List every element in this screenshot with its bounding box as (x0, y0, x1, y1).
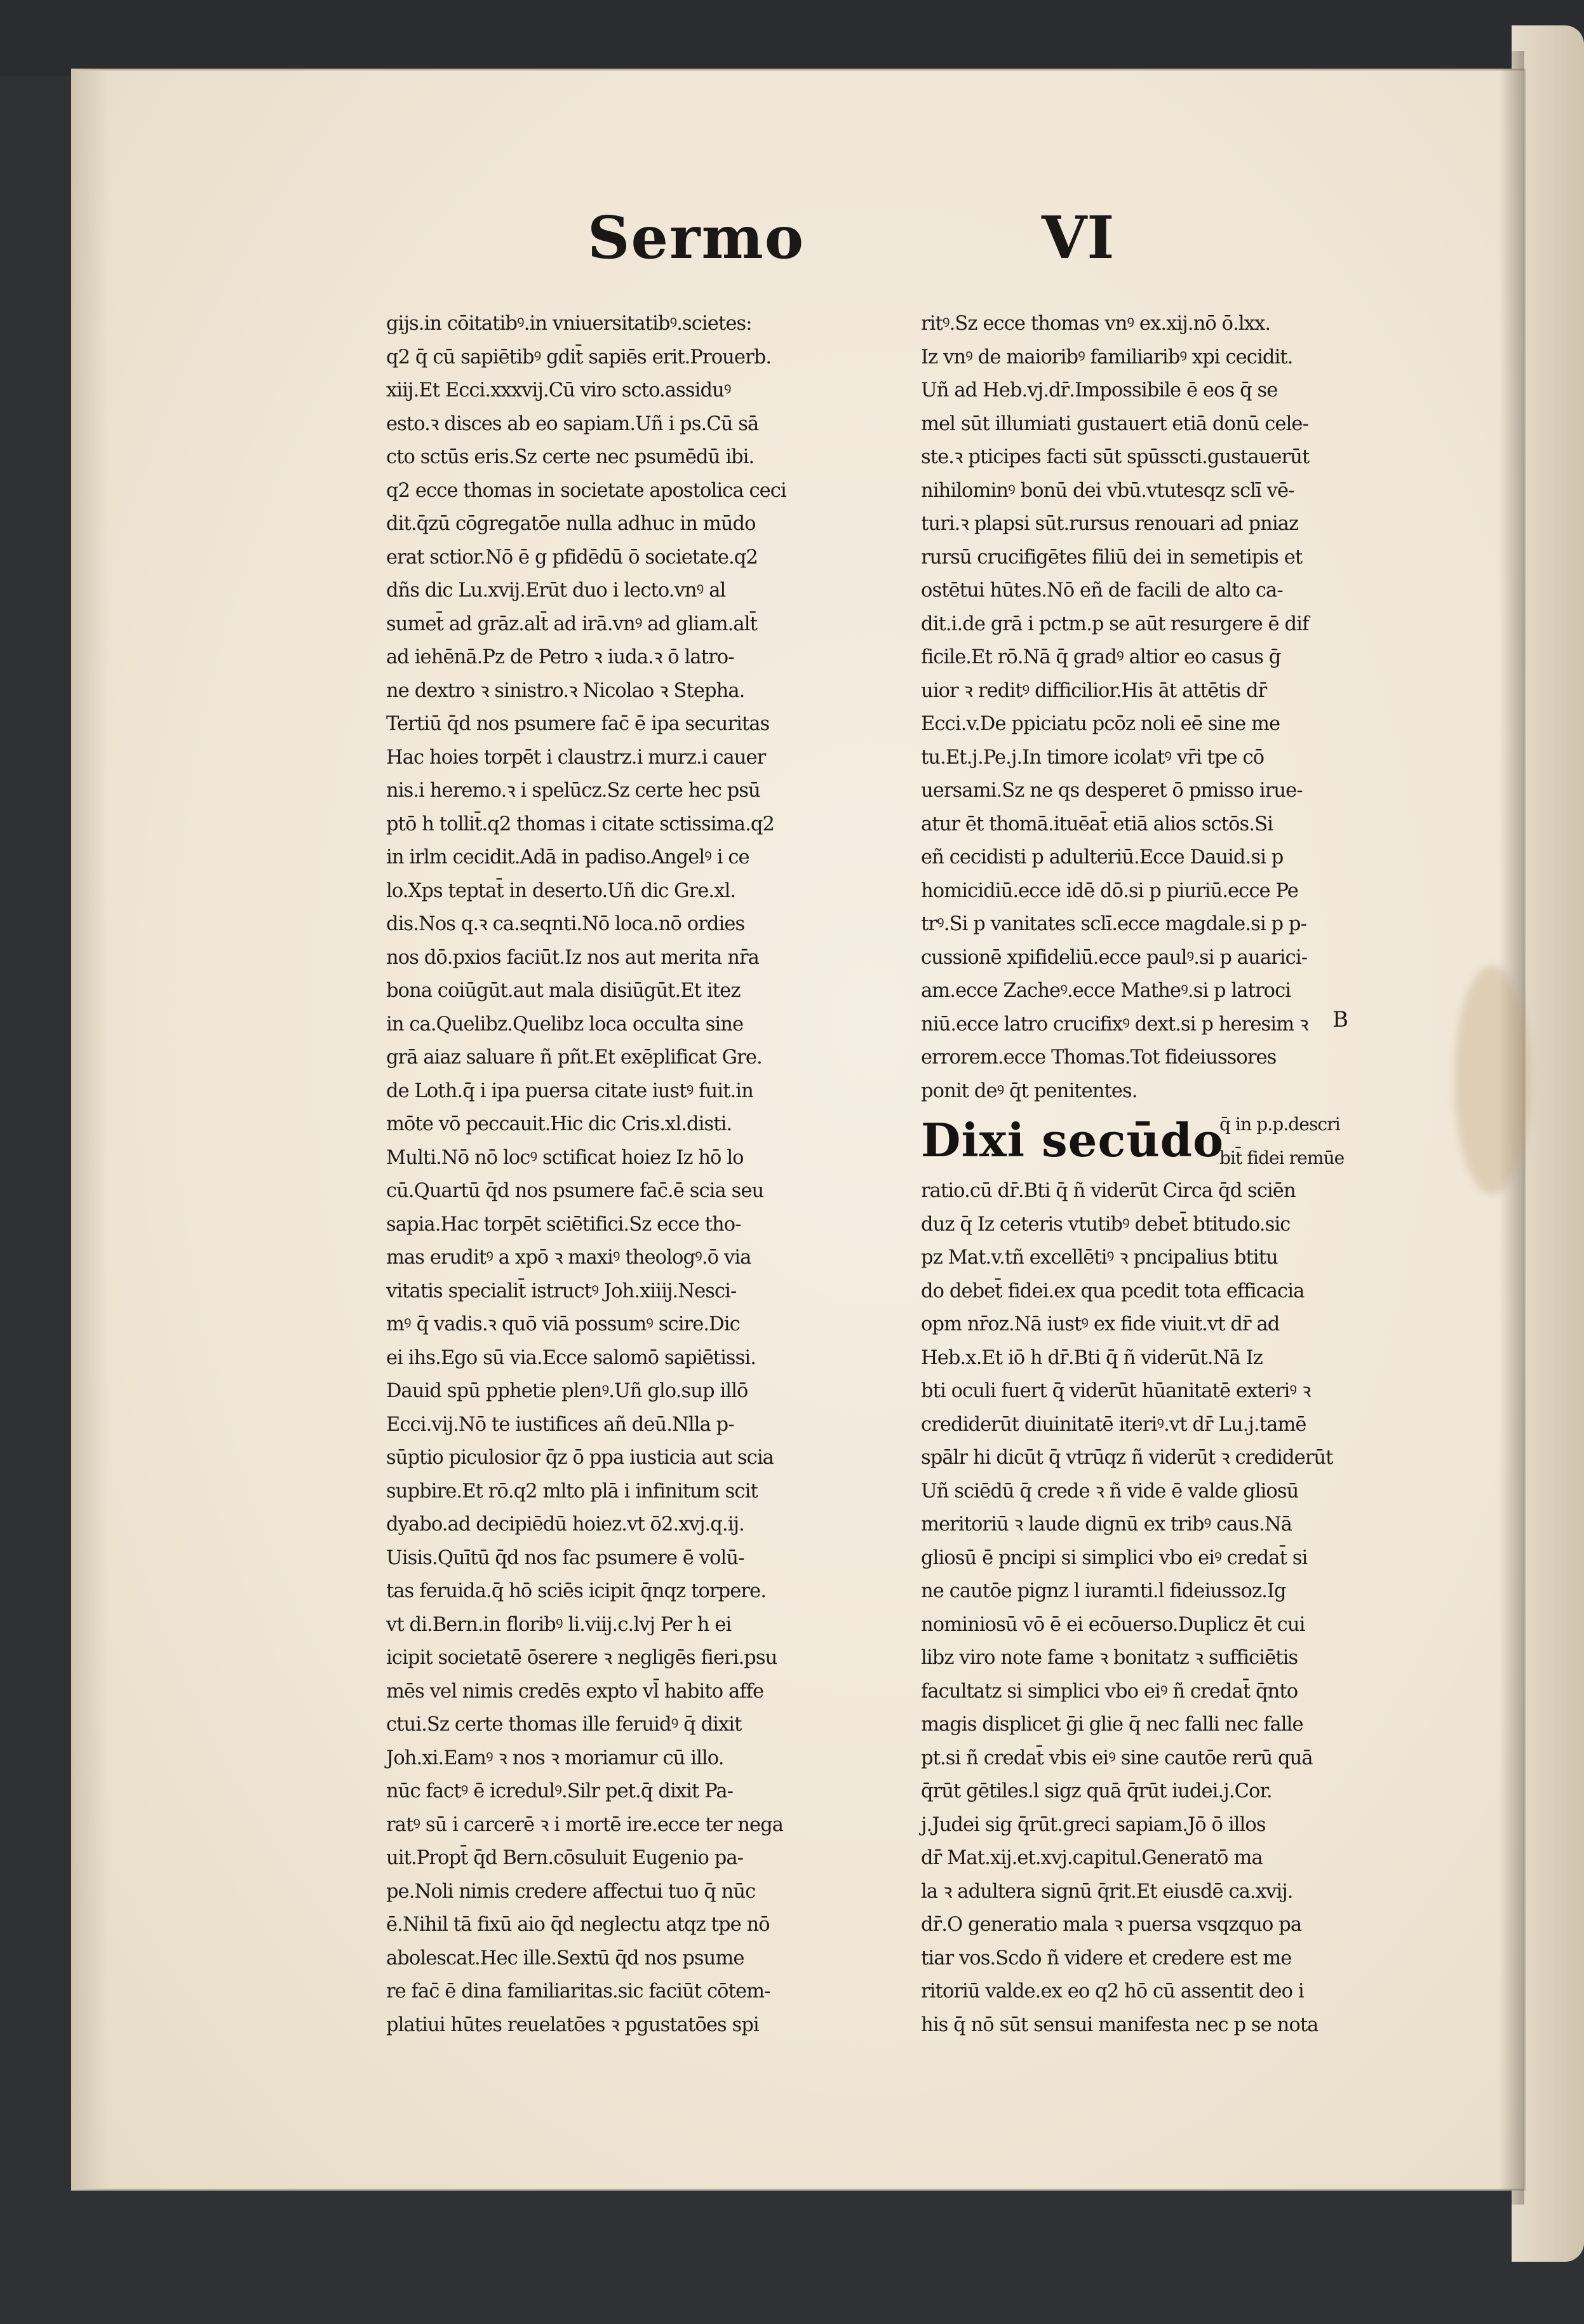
text-line: Uisis.Quītū q̄d nos fac psumere ē volū- (386, 1546, 744, 1569)
text-line: libz viro note fame ꝛ bonitatz ꝛ sufficiētis (921, 1647, 1298, 1669)
text-line: Dauid spū pphetie plenꝰ.Uñ glo.sup illō (386, 1380, 748, 1402)
text-line: Multi.Nō nō locꝰ sctificat hoiez Iz hō lo (386, 1146, 744, 1169)
page-edge-shadow (71, 69, 109, 2191)
text-line: errorem.ecce Thomas.Tot fideiussores (921, 1046, 1277, 1069)
rubric-side-line: q̄ in p.p.descri (1219, 1114, 1340, 1135)
text-line: dyabo.ad decipiēdū hoiez.vt ō2.xvj.q.ij. (386, 1513, 744, 1536)
text-line: cussionē xpifideliū.ecce paulꝰ.si p auarici- (921, 946, 1308, 969)
text-line: platiui hūtes reuelatōes ꝛ pgustatōes spi (386, 2013, 759, 2036)
text-line: mꝰ q̄ vadis.ꝛ quō viā possumꝰ scire.Dic (386, 1313, 740, 1335)
text-line: pt.si ñ credat̄ vbis eiꝰ sine cautōe rerū quā (921, 1746, 1313, 1769)
right-column-top (921, 307, 1410, 1108)
text-line: xiij.Et Ecci.xxxvij.Cū viro scto.assiduꝰ (386, 379, 731, 402)
text-line: nos dō.pxios faciūt.Iz nos aut merita nr̄a (386, 946, 759, 969)
text-line: q̄rūt gētiles.l sigz quā q̄rūt iudei.j.Cor. (921, 1780, 1272, 1802)
text-line: icipit societatē ōserere ꝛ negligēs fieri.psu (386, 1647, 777, 1669)
text-line: ē.Nihil tā fixū aio q̄d neglectu atqz tpe nō (386, 1914, 770, 1936)
text-line: his q̄ nō sūt sensui manifesta nec p se nota (921, 2013, 1319, 2036)
text-line: in ca.Quelibz.Quelibz loca occulta sine (386, 1013, 744, 1036)
text-line: ste.ꝛ pticipes facti sūt spūsscti.gustauerūt (921, 446, 1310, 468)
text-line: spālr hi dicūt q̄ vtrūqz ñ viderūt ꝛ crediderūt (921, 1447, 1333, 1469)
text-line: ptō h tollit̄.q2 thomas i citate sctissima.q2 (386, 813, 775, 835)
text-line: sapia.Hac torpēt sciētifici.Sz ecce tho- (386, 1213, 741, 1236)
text-line: tu.Et.j.Pe.j.In timore icolatꝰ vr̄i tpe cō (921, 746, 1265, 769)
section-rubric (921, 1108, 1410, 1175)
text-line: dñs dic Lu.xvij.Erūt duo i lecto.vnꝰ al (386, 579, 726, 602)
right-text-column (921, 307, 1410, 2036)
text-line: eñ cecidisti p adulteriū.Ecce Dauid.si p (921, 846, 1284, 868)
text-line: ficile.Et rō.Nā q̄ gradꝰ altior eo casus ḡ (921, 646, 1281, 668)
text-line: ctui.Sz certe thomas ille feruidꝰ q̄ dixit (386, 1713, 742, 1736)
text-line: magis displicet ḡi glie q̄ nec falli nec falle (921, 1713, 1303, 1736)
text-line: cto sctūs eris.Sz certe nec psumēdū ibi. (386, 446, 755, 468)
text-line: facultatz si simplici vbo eiꝰ ñ credat̄ q̄nto (921, 1680, 1298, 1703)
text-line: atur ēt thomā.ituēat̄ etiā alios sctōs.Si (921, 813, 1273, 835)
text-line: ritꝰ.Sz ecce thomas vnꝰ ex.xij.nō ō.lxx. (921, 313, 1271, 335)
water-stain (1454, 966, 1531, 1194)
text-line: vitatis specialit̄ istructꝰ Joh.xiiij.Nesci- (386, 1280, 737, 1302)
text-line: supbire.Et rō.q2 mlto plā i infinitum scit (386, 1480, 758, 1503)
running-head-word: Sermo (587, 203, 805, 272)
text-line: ponit deꝰ q̄t penitentes. (921, 1079, 1138, 1102)
text-line: opm nr̄oz.Nā iustꝰ ex fide viuit.vt dr̄ ad (921, 1313, 1280, 1335)
text-line: homicidiū.ecce idē dō.si p piuriū.ecce Pe (921, 879, 1298, 902)
text-line: in irlm cecidit.Adā in padiso.Angelꝰ i ce (386, 846, 749, 868)
left-text-column (386, 307, 875, 2036)
text-line: dr̄.O generatio mala ꝛ puersa vsqzquo pa (921, 1914, 1302, 1936)
text-line: mel sūt illumiati gustauert etiā donū cele- (921, 412, 1308, 435)
running-head-number: VI (1042, 203, 1115, 272)
text-line: ritoriū valde.ex eo q2 hō cū assentit deo i (921, 1980, 1304, 2003)
text-line: dit.i.de grā i pctm.p se aūt resurgere ē dif (921, 612, 1309, 635)
text-line: gijs.in cōitatibꝰ.in vniuersitatibꝰ.scietes: (386, 313, 752, 335)
text-line: cū.Quartū q̄d nos psumere fac̄.ē scia seu (386, 1180, 764, 1202)
text-line: nominiosū vō ē ei ecōuerso.Duplicz ēt cui (921, 1613, 1305, 1636)
rubric-side-line: bit̄ fidei remūe (1219, 1147, 1345, 1168)
text-line: dit.q̄zū cōgregatōe nulla adhuc in mūdo (386, 513, 756, 535)
text-line: uersami.Sz ne qs desperet ō pmisso irue- (921, 780, 1303, 802)
text-line: grā aiaz saluare ñ pñt.Et exēplificat Gre. (386, 1046, 762, 1069)
scanner-backdrop (0, 0, 1584, 76)
rubric-heading: Dixi secūdo (921, 1113, 1225, 1167)
text-line: bona coiūgūt.aut mala disiūgūt.Et itez (386, 980, 741, 1002)
text-line: crediderūt diuinitatē iteriꝰ.vt dr̄ Lu.j.tamē (921, 1413, 1306, 1436)
text-line: Uñ sciēdū q̄ crede ꝛ ñ vide ē valde gliosū (921, 1480, 1299, 1503)
text-line: uior ꝛ reditꝰ difficilior.His āt attētis dr̄ (921, 679, 1267, 702)
text-line: nihilominꝰ bonū dei vbū.vtutesqz sclī vē- (921, 479, 1294, 502)
text-line: do debet̄ fidei.ex qua pcedit tota efficacia (921, 1280, 1305, 1302)
text-line: q2 ecce thomas in societate apostolica ceci (386, 479, 786, 502)
text-line: sumet̄ ad grāz.alt̄ ad irā.vnꝰ ad gliam.alt̄ (386, 612, 757, 635)
text-line: bti oculi fuert q̄ viderūt hūanitatē exteriꝰ ꝛ (921, 1380, 1311, 1402)
text-line: rursū crucifigētes filiū dei in semetipis et (921, 546, 1303, 569)
text-line: abolescat.Hec ille.Sextū q̄d nos psume (386, 1947, 744, 1969)
text-line: meritoriū ꝛ laude dignū ex tribꝰ caus.Nā (921, 1513, 1292, 1536)
text-line: duz q̄ Iz ceteris vtutibꝰ debet̄ btitudo.sic (921, 1213, 1291, 1236)
text-line: pe.Noli nimis credere affectui tuo q̄ nūc (386, 1880, 756, 1903)
text-line: uit.Propt̄ q̄d Bern.cōsuluit Eugenio pa- (386, 1847, 744, 1869)
text-line: erat sctior.Nō ē g pfidēdū ō societate.q2 (386, 546, 758, 569)
text-line: mōte vō peccauit.Hic dic Cris.xl.disti. (386, 1113, 732, 1135)
text-line: niū.ecce latro crucifixꝰ dext.si p heresim ꝛ (921, 1013, 1308, 1036)
text-line: mēs vel nimis credēs expto vl̄ habito affe (386, 1680, 764, 1703)
text-line: esto.ꝛ disces ab eo sapiam.Uñ i ps.Cū sā (386, 412, 759, 435)
text-line: gliosū ē pncipi si simplici vbo eiꝰ credat̄ si (921, 1546, 1308, 1569)
text-line: turi.ꝛ plapsi sūt.rursus renouari ad pniaz (921, 513, 1299, 535)
text-line: sūptio piculosior q̄z ō ppa iusticia aut scia (386, 1447, 774, 1469)
text-line: ostētui hūtes.Nō eñ de facili de alto ca- (921, 579, 1283, 602)
text-line: tas feruida.q̄ hō sciēs icipit q̄nqz torpere. (386, 1580, 766, 1602)
rubric-side-text (1219, 1108, 1410, 1175)
text-line: am.ecce Zacheꝰ.ecce Matheꝰ.si p latroci (921, 980, 1291, 1002)
text-line: q2 q̄ cū sapiētibꝰ gdit̄ sapiēs erit.Prouerb. (386, 346, 772, 368)
text-line: re fac̄ ē dina familiaritas.sic faciūt cōtem- (386, 1980, 770, 2003)
text-line: Ecci.vij.Nō te iustifices añ deū.Nlla p- (386, 1413, 734, 1436)
text-line: pz Mat.v.tñ excellētiꝰ ꝛ pncipalius btitu (921, 1246, 1278, 1269)
text-line: Hac hoies torpēt i claustrz.i murz.i cauer (386, 746, 766, 769)
text-line: mas eruditꝰ a xpō ꝛ maxiꝰ theologꝰ.ō via (386, 1246, 751, 1269)
text-line: nis.i heremo.ꝛ i spelūcz.Sz certe hec psū (386, 780, 760, 802)
text-line: ratio.cū dr̄.Bti q̄ ñ viderūt Circa q̄d sciēn (921, 1180, 1296, 1202)
text-line: j.Judei sig q̄rūt.greci sapiam.Jō ō illos (921, 1813, 1266, 1836)
text-line: Ecci.v.De ppiciatu pcōz noli eē sine me (921, 713, 1280, 735)
text-line: ad iehēnā.Pz de Petro ꝛ iuda.ꝛ ō latro- (386, 646, 734, 668)
text-line: dis.Nos q.ꝛ ca.seqnti.Nō loca.nō ordies (386, 913, 745, 935)
text-line: Iz vnꝰ de maioribꝰ familiaribꝰ xpi cecidit. (921, 346, 1293, 368)
text-line: nūc factꝰ ē icredulꝰ.Silr pet.q̄ dixit Pa- (386, 1780, 734, 1802)
text-line: Tertiū q̄d nos psumere fac̄ ē ipa securitas (386, 713, 770, 735)
text-line: ne dextro ꝛ sinistro.ꝛ Nicolao ꝛ Stepha. (386, 679, 745, 702)
text-line: ei ihs.Ego sū via.Ecce salomō sapiētissi. (386, 1346, 756, 1369)
text-line: trꝰ.Si p vanitates sclī.ecce magdale.si p p- (921, 913, 1306, 935)
text-line: Uñ ad Heb.vj.dr̄.Impossibile ē eos q̄ se (921, 379, 1278, 402)
right-column-bottom (921, 1175, 1410, 2042)
text-line: tiar vos.Scdo ñ videre et credere est me (921, 1947, 1292, 1969)
text-line: Heb.x.Et iō h dr̄.Bti q̄ ñ viderūt.Nā Iz (921, 1346, 1263, 1369)
text-line: vt di.Bern.in floribꝰ li.viij.c.lvj Per h ei (386, 1613, 732, 1636)
text-line: lo.Xps teptat̄ in deserto.Uñ dic Gre.xl. (386, 879, 736, 902)
text-line: la ꝛ adultera signū q̄rit.Et eiusdē ca.xvij. (921, 1880, 1293, 1903)
text-line: dr̄ Mat.xij.et.xvj.capitul.Generatō ma (921, 1847, 1263, 1869)
text-line: ratꝰ sū i carcerē ꝛ i mortē ire.ecce ter nega (386, 1813, 784, 1836)
signature-mark: B (1332, 1007, 1348, 1032)
text-line: Joh.xi.Eamꝰ ꝛ nos ꝛ moriamur cū illo. (386, 1746, 724, 1769)
text-line: ne cautōe pignz l iuramti.l fideiussoz.Ig (921, 1580, 1286, 1602)
text-line: de Loth.q̄ i ipa puersa citate iustꝰ fuit.in (386, 1079, 753, 1102)
